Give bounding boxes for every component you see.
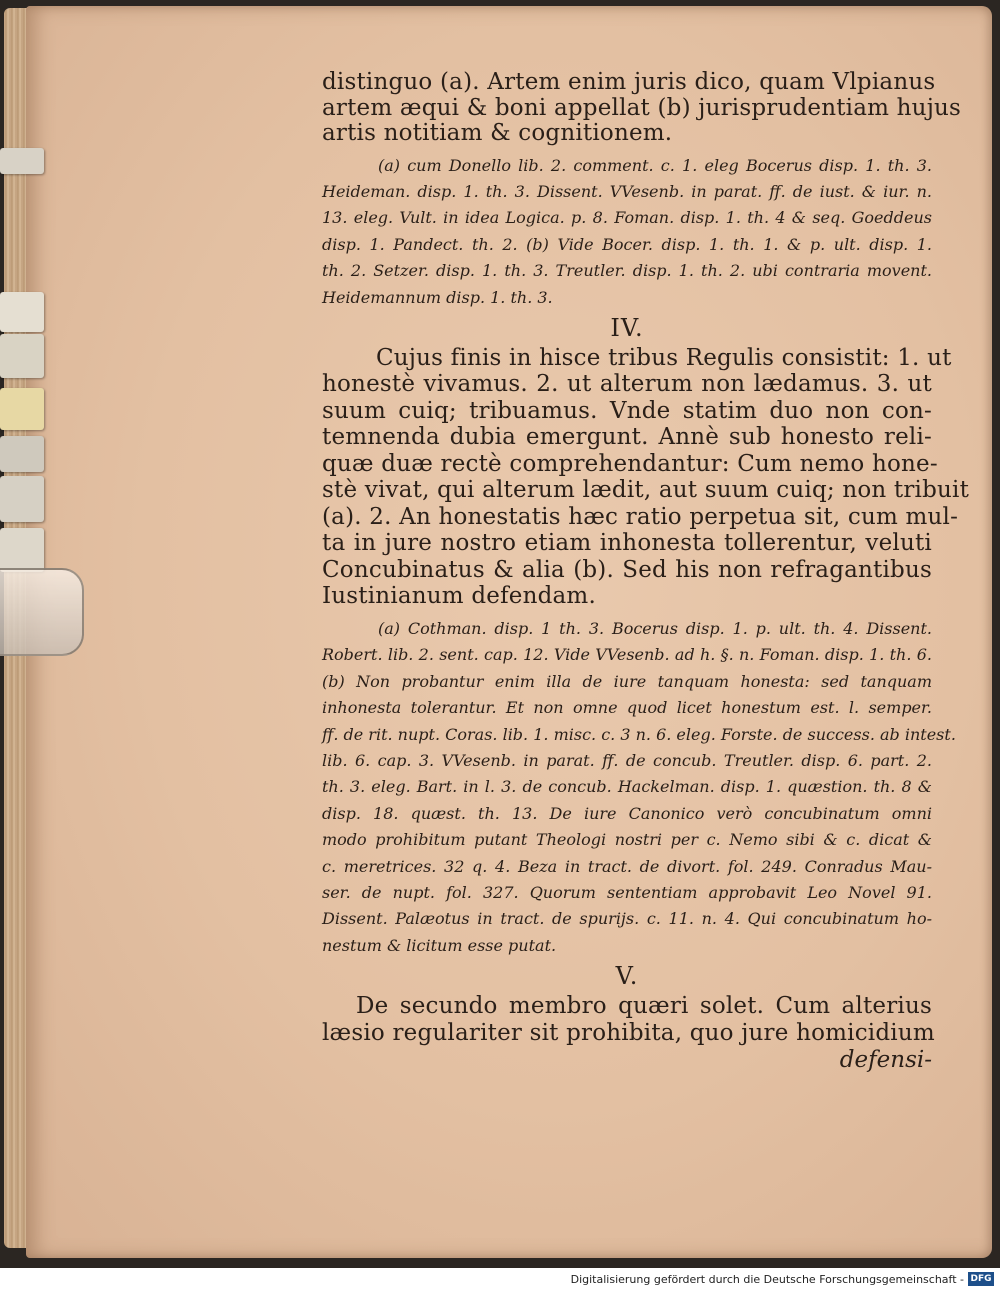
- note-line: th. 2. Setzer. disp. 1. th. 3. Treutler. disp. 1. th. 2. ubi contraria movent.: [322, 261, 932, 281]
- note-line: ff. de rit. nupt. Coras. lib. 1. misc. c. 3 n. 6. eleg. Forste. de success. ab intest.: [322, 724, 956, 744]
- text-line: artis notitiam & cognitionem.: [322, 120, 673, 146]
- note-line: Heidemannum disp. 1. th. 3.: [322, 287, 553, 307]
- section-number: V.: [615, 962, 639, 991]
- note-line: 13. eleg. Vult. in idea Logica. p. 8. Foman. disp. 1. th. 4 & seq. Goeddeus: [322, 208, 932, 228]
- text-line: honestè vivamus. 2. ut alterum non lædamus. 3. ut: [322, 371, 932, 398]
- paper-clip: [0, 568, 84, 656]
- note-line: inhonesta tolerantur. Et non omne quod licet honestum est. l. semper.: [322, 698, 932, 718]
- note-line: (a) cum Donello lib. 2. comment. c. 1. eleg Bocerus disp. 1. th. 3.: [378, 155, 932, 175]
- footer-bar: [0, 1268, 1000, 1292]
- note-line: th. 3. eleg. Bart. in l. 3. de concub. Hackelman. disp. 1. quæstion. th. 8 &: [322, 777, 932, 797]
- text-line: artem æqui & boni appellat (b) jurisprudentiam hujus: [322, 94, 962, 121]
- text-line: De secundo membro quæri solet. Cum alterius: [356, 993, 932, 1020]
- note-line: nestum & licitum esse putat.: [322, 935, 557, 955]
- note-line: ser. de nupt. fol. 327. Quorum sententiam approbavit Leo Novel 91.: [322, 883, 932, 902]
- page-marker-tab: [0, 148, 44, 174]
- text-line: stè vivat, qui alterum lædit, aut suum cuiq; non tribuit: [322, 477, 970, 504]
- note-line: Robert. lib. 2. sent. cap. 12. Vide VVesenb. ad h. §. n. Foman. disp. 1. th. 6.: [322, 645, 932, 665]
- note-line: disp. 18. quæst. th. 13. De iure Canonico verò concubinatum omni: [322, 803, 932, 823]
- text-line: (a). 2. An honestatis hæc ratio perpetua sit, cum mul-: [322, 503, 959, 530]
- note-line: (b) Non probantur enim illa de iure tanquam honesta: sed tanquam: [322, 671, 932, 691]
- catchword: defensi-: [839, 1047, 932, 1074]
- page-marker-tab: [0, 476, 44, 522]
- text-line: Cujus finis in hisce tribus Regulis consistit: 1. ut: [376, 344, 952, 371]
- page-text: [322, 69, 970, 1074]
- text-line: læsio regulariter sit prohibita, quo jure homicidium: [322, 1020, 935, 1047]
- note-line: lib. 6. cap. 3. VVesenb. in parat. ff. de concub. Treutler. disp. 6. part. 2.: [322, 750, 932, 770]
- page-marker-tab: [0, 528, 44, 572]
- section-number: IV.: [610, 313, 644, 342]
- note-line: c. meretrices. 32 q. 4. Beza in tract. de divort. fol. 249. Conradus Mau-: [322, 856, 932, 876]
- paragraph-3: [322, 993, 935, 1047]
- footnotes-1: [322, 153, 932, 311]
- note-line: modo prohibitum putant Theologi nostri per c. Nemo sibi & c. dicat &: [322, 830, 932, 850]
- text-line: ta in jure nostro etiam inhonesta tollerentur, veluti: [322, 530, 932, 557]
- paragraph-2: [322, 344, 970, 610]
- page-marker-tab: [0, 388, 44, 430]
- text-line: Concubinatus & alia (b). Sed his non refragantibus: [322, 556, 932, 583]
- dfg-logo: DFG: [968, 1272, 994, 1286]
- note-line: disp. 1. Pandect. th. 2. (b) Vide Bocer. disp. 1. th. 1. & p. ult. disp. 1.: [322, 234, 932, 254]
- paragraph-1: [322, 69, 962, 147]
- note-line: Heideman. disp. 1. th. 3. Dissent. VVesenb. in parat. ff. de iust. & iur. n.: [322, 181, 932, 201]
- page-marker-tab: [0, 334, 44, 378]
- text-line: Iustinianum defendam.: [322, 583, 596, 610]
- text-line: distinguo (a). Artem enim juris dico, quam Vlpianus: [322, 69, 936, 95]
- note-line: (a) Cothman. disp. 1 th. 3. Bocerus disp. 1. p. ult. th. 4. Dissent.: [378, 618, 932, 638]
- text-line: quæ duæ rectè comprehendantur: Cum nemo hone-: [322, 450, 938, 477]
- page-marker-tab: [0, 292, 44, 332]
- note-line: Dissent. Palæotus in tract. de spurijs. c. 11. n. 4. Qui concubinatum ho-: [322, 909, 932, 929]
- text-line: suum cuiq; tribuamus. Vnde statim duo non con-: [322, 397, 932, 424]
- text-line: temnenda dubia emergunt. Annè sub honesto reli-: [322, 424, 932, 451]
- page-marker-tab: [0, 436, 44, 472]
- funding-note: Digitalisierung gefördert durch die Deutsche Forschungsgemeinschaft -: [570, 1273, 964, 1286]
- footnotes-2: [322, 616, 956, 959]
